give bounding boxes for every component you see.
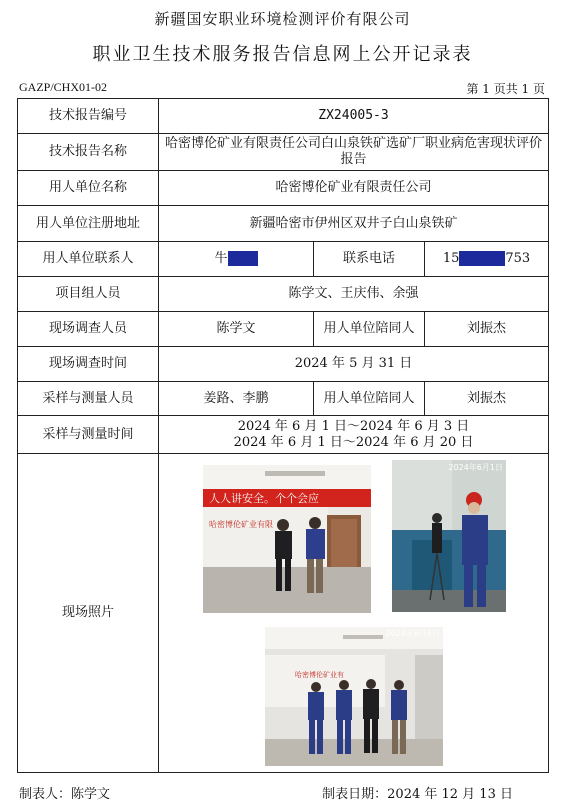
row-sampling-time [18, 416, 549, 454]
row-photos [18, 454, 549, 773]
document-code: GAZP/CHX01-02 [19, 80, 108, 94]
value-report-name: 哈密博伦矿业有限责任公司白山泉铁矿选矿厂职业病危害现状评价报告 [159, 134, 549, 171]
value-survey-staff: 陈学文 [159, 312, 314, 347]
value-survey-time: 2024 年 5 月 31 日 [159, 347, 549, 382]
row-contact [18, 242, 549, 277]
value-contact [159, 242, 314, 277]
site-photo-2 [392, 460, 506, 612]
photo-timestamp: 2024年6月6日 [385, 629, 440, 638]
value-escort-2: 刘振杰 [425, 382, 549, 416]
value-employer: 哈密博伦矿业有限责任公司 [159, 171, 549, 206]
row-employer [18, 171, 549, 206]
site-photo-2-image [392, 460, 506, 612]
value-sampling-staff: 姜路、李鹏 [159, 382, 314, 416]
phone-prefix: 15 [442, 251, 460, 266]
record-table [17, 98, 549, 773]
row-report-no [18, 99, 549, 134]
label-photos: 现场照片 [18, 454, 159, 773]
label-survey-staff: 现场调查人员 [18, 312, 159, 347]
label-escort-2: 用人单位陪同人 [314, 382, 425, 416]
label-phone: 联系电话 [314, 242, 425, 277]
site-photo-3-image [265, 627, 443, 766]
label-report-name: 技术报告名称 [18, 134, 159, 171]
row-report-name [18, 134, 549, 171]
row-address [18, 206, 549, 242]
value-escort-1: 刘振杰 [425, 312, 549, 347]
company-name: 新疆国安职业环境检测评价有限公司 [154, 10, 411, 28]
label-address: 用人单位注册地址 [18, 206, 159, 242]
banner-text: 人人讲安全。个个会应 [209, 492, 319, 505]
photos-cell [159, 454, 549, 773]
value-address: 新疆哈密市伊州区双井子白山泉铁矿 [159, 206, 549, 242]
label-report-no: 技术报告编号 [18, 99, 159, 134]
label-contact: 用人单位联系人 [18, 242, 159, 277]
row-survey-staff [18, 312, 549, 347]
page-title: 职业卫生技术服务报告信息网上公开记录表 [92, 44, 473, 65]
site-photo-1 [203, 465, 371, 613]
row-survey-time [18, 347, 549, 382]
value-phone [425, 242, 549, 277]
photo-timestamp: 2024年6月1日 [448, 463, 503, 472]
form-maker: 制表人：陈学文 [19, 787, 111, 802]
page-info: 第 1 页共 1 页 [466, 82, 545, 96]
company-sign-text: 哈密博伦矿业有 [295, 671, 344, 679]
photo-area [159, 454, 548, 772]
phone-suffix: 753 [505, 251, 531, 266]
site-photo-3 [265, 627, 443, 766]
label-escort-1: 用人单位陪同人 [314, 312, 425, 347]
label-team: 项目组人员 [18, 277, 159, 312]
site-photo-1-image [203, 465, 371, 613]
sampling-time-line-2: 2024 年 6 月 1 日～2024 年 6 月 20 日 [233, 434, 474, 450]
contact-prefix: 牛 [214, 251, 228, 266]
label-survey-time: 现场调查时间 [18, 347, 159, 382]
value-sampling-time [159, 416, 549, 454]
row-team [18, 277, 549, 312]
label-sampling-time: 采样与测量时间 [18, 416, 159, 454]
redaction-mark [228, 251, 258, 266]
row-sampling-staff [18, 382, 549, 416]
sampling-time-line-1: 2024 年 6 月 1 日～2024 年 6 月 3 日 [237, 418, 470, 434]
label-sampling-staff: 采样与测量人员 [18, 382, 159, 416]
form-date: 制表日期：2024 年 12 月 13 日 [322, 787, 513, 802]
company-sign-text: 哈密博伦矿业有限 [209, 520, 273, 529]
value-report-no: ZX24005-3 [159, 99, 549, 134]
label-employer: 用人单位名称 [18, 171, 159, 206]
value-team: 陈学文、王庆伟、余强 [159, 277, 549, 312]
redaction-mark [459, 251, 505, 266]
